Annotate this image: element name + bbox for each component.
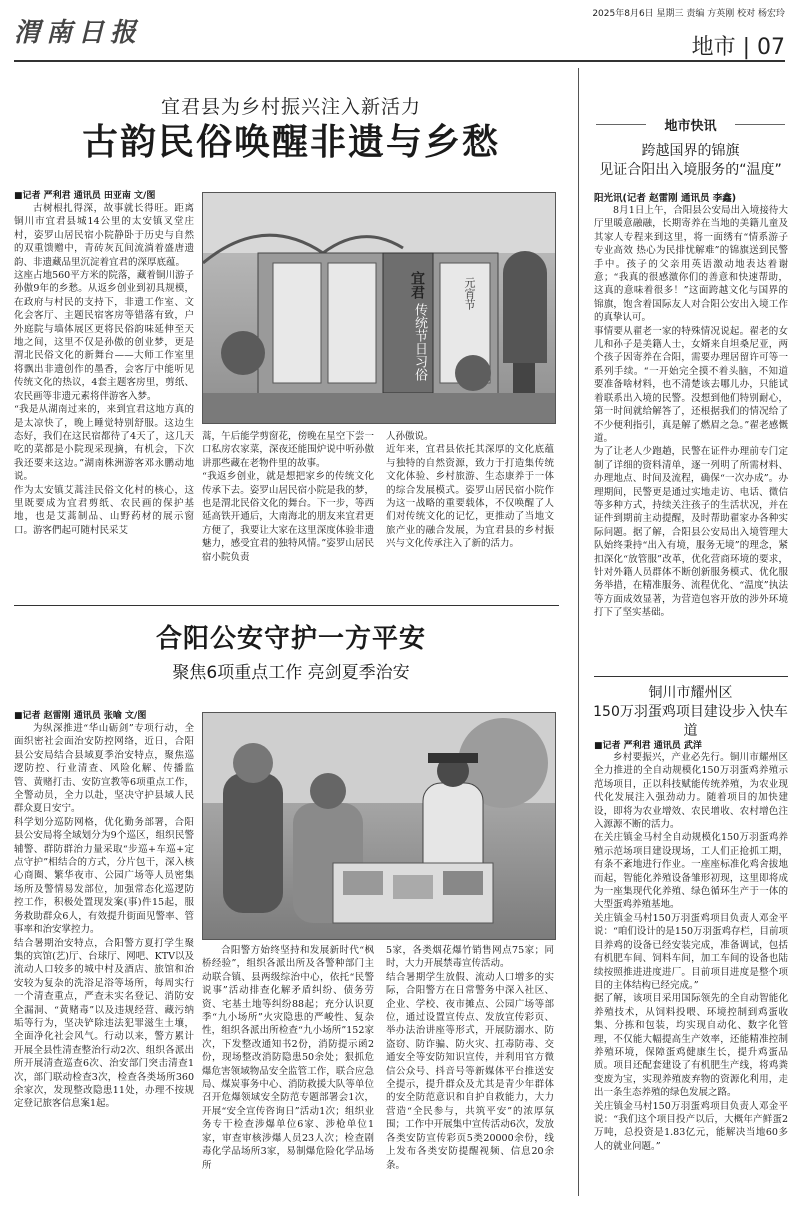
sidebar-story1-body [594,190,788,670]
sidebar-story1-title [588,142,793,180]
story2-byline: ■记者 赵雷刚 通讯员 张喻 文/图 [14,711,147,721]
story2-col1-text: 为纵深推进“华山砺剑”专项行动，全面织密社会面治安防控网络，近日，合阳县公安局结合县域夏季治安特点，聚焦巡逻防控、行业清查、风险化解、传播监管、黄赌打击、安防宣教等6项重点工作，全警动员，全力以赴，坚决守护县域人民群众夏日安宁。 科学划分巡防网格，优化勤务部署，合阳县公安局将全域划分为9个巡区，组织民警辅警、群防群治力量采取“步巡+车巡+定点守护”相结合的方式，分片包干，深入核心商圈、繁华夜市、公园广场等人员密集场所及警情易发部位，加强常态化巡逻防控工作，积极处置现发案(事)件15起，服务救助群众6人，有效提升街面见警率、管事率和治安掌控力。 结合暑期治安特点，合阳警方夏打学生聚集的宾馆(艺)厅、台球厅、网吧、KTV以及流动人口较多的城中村及酒店、旅馆和治安较为复杂的洗浴足浴等场所，每周实行一个清查重点，严查未实名登记、消防安全漏洞、“黄赌毒”以及违规经营、藏污纳垢等行为，坚决铲除违法犯罪滋生土壤，全面净化社会风气。行动以来，警方累计开展全县性清查整治行动2次、组织各派出所开展清查巡查6次、治安部门突击清查1次，部门联动检查3次，检查各类场所360余家次，发现整改隐患11处，办理不按规定登记旅客信息案1起。 [14,723,194,1110]
story1-headline: 古韵民俗唤醒非遗与乡愁 [81,122,500,163]
story-divider [14,605,559,606]
story1-col3-text: 人孙傲说。 近年来，宜君县依托其深厚的文化底蕴与独特的自然资源，致力于打造集传统文化体验、乡村旅游、生态康养于一体的综合发展模式。姿罗山居民宿小院作为这一战略的重要载体，不仅唤醒了人们对传统文化的记忆，更推动了当地文旅产业的融合发展，为宜君县的乡村振兴与文化传承注入了新的活力。 [386,431,554,550]
story1-col1-text: 古树根扎得深，故事就长得旺。距离铜川市宜君县城14公里的太安镇叉堂庄村，姿罗山居民宿小院静卧于历史与自然的双重馈赠中，青砖灰瓦间流淌着盛唐遗韵、非遗藏品里沉淀着宜君的深厚底蕴。 这座占地560平方米的院落，藏着铜川游子孙傲9年的乡愁。从返乡创业到初具规模，在政府与村民的支持下，非遗工作室、文化会客厅、主题民宿客房等错落有致，户外庭院与墙体展区更将民俗韵味延伸至天地之间，这里不仅是孙傲的创业梦，更是渭北民俗文化的新舞台——大师工作室里将飘出非遗创作的墨香，会客厅中能听见传统文化的热议，4套主题客房里，剪纸、农民画等非遗元素将伴游客入梦。 “我是从湖南过来的，来到宜君这地方真的是太凉快了，晚上睡觉特别舒服。这边生态好，我们在这民宿都待了4天了，这几天吃的菜都是小院现采现摘，有机会，下次我还要来这边。”湖南株洲游客邓永鹏动地说。 作为太安镇艾蒿洼民俗文化村的核心，这里既要成为宜君剪纸、农民画的保护基地，也是艾蒿制品、山野药材的展示窗口。游客們起可随村民采艾 [14,203,194,536]
story2-column-2 [202,944,374,1194]
story1-column-1 [14,202,194,592]
sidebar-story-divider [594,676,788,677]
story2-photo [202,712,556,940]
sidebar-divider [578,68,579,1196]
page-section-label: 地市 | 07 [691,35,785,60]
sidebar-header-rule-right [735,124,785,125]
sidebar-story1-byline: 阳光讯(记者 赵雷刚 通讯员 李鑫) [594,193,737,204]
photo-sign-county: 宜君 [409,271,425,299]
story1-photo [202,192,556,424]
story1-column-3 [386,430,554,595]
dateline: 2025年8月6日 星期三 责编 方英刚 校对 杨宏玲 [592,9,785,19]
story2-headline: 合阳公安守护一方平安 [155,624,426,654]
story1-column-2 [202,430,374,595]
story2-col3-text: 5家，各类烟花爆竹销售网点75家；同时，大力开展禁毒宣传活动。 结合暑期学生放假、流动人口增多的实际，合阳警方在日常警务中深入社区、企业、学校、夜市摊点、公园广场等部位，通过设置宣传点、发放宣传彩页、举办法治讲座等形式，开展防溺水、防盗窃、防诈骗、防火灾、扛毒防毒、交通安全等安防知识宣传，并利用官方微信公众号、抖音号等新媒体平台推送安全提示，提升群众及尤其是青少年群体的安全防范意识和自护自救能力，大力营造“全民参与，共筑平安”的浓厚氛围；工作中开展集中宣传活动6次，发放各类安防宣传彩页5类20000余份，线上发布各类安防提醒视频、信息20余条。 [386,945,554,1171]
story2-subhead: 聚焦6项重点工作 亮剑夏季治安 [172,663,410,683]
story1-kicker: 宜君县为乡村振兴注入新活力 [160,96,421,118]
sidebar-header: 地市快讯 [664,119,717,134]
sidebar-story2-title [588,684,793,741]
photo-sign-panel: 元宵节 [463,277,476,310]
story2-column-1 [14,722,194,1192]
sidebar-story2-title-line1: 铜川市耀州区 [648,685,733,701]
courtyard-illustration [203,193,555,423]
sidebar-story2-title-line2: 150万羽蛋鸡项目建设步入快车道 [593,704,788,739]
story1-byline: ■记者 严利君 通讯员 田亚南 文/图 [14,191,156,201]
story2-col2-text: 合阳警方始终坚持和发展新时代“枫桥经验”，组织各派出所及各警种部门主动联合镇、县两级综治中心，依托“民警说事”活动排查化解矛盾纠纷、债务劳资、宅基土地等纠纷88起；充分认识夏季“九小场所”火灾隐患的严峻性、复杂性，组织各派出所检查“九小场所”152家次，下发整改通知书2份，消防提示函2份，现场整改消防隐患50余处；狠抓危爆危害领域物品安全监管工作，联合应急局、煤炭事务中心、消防救援大队等单位召开危爆领域安全防范专题部署会1次，开展“安全宣传咨询日”活动1次；组织业务专干检查涉爆单位6家、涉枪单位1家，审查审核涉爆人员23人次；检查剧毒化学品场所3家，易制爆危险化学品场所 [202,945,374,1171]
sidebar-story1-text: 8月1日上午，合阳县公安局出入境接待大厅里暖意融融，长期寄养在当地的美籍儿童及其家人专程来到这里，将一面绣有“情系游子专业高效 热心为民排忧解难”的锦旗送到民警手中。孩子的父亲用英语激动地表达着谢意；“我真的很感激你们的善意和快速帮助，这真的意味着很多！”这面跨越文化与国界的锦旗，饱含着国际友人对合阳公安出入境工作的真挚认可。 事情要从翟老一家的特殊情况说起。翟老的女儿和孙子是美籍人士，女婿来自坦桑尼亚，两个孩子因寄养在合阳，需要办理居留许可等一系列手续。“一开始完全摸不着头脑，不知道要准备啥材料，也不清楚该去哪儿办，只能试着联系出入境的民警。没想到他们特别耐心，第一时间就给解答了，还根据我们的情况给了不少便利指引，真是解了燃眉之急。”翟老感慨道。 为了让老人少跑趟，民警在证件办理前专门定制了详细的资料清单，逐一列明了所需材料、办理地点、时间及流程，确保“一次办成”。办理期间，民警更是通过实地走访、电话、微信等多种方式，持续关注孩子的生活状况，并在证件到期前主动提醒，及时帮助翟家办各种实际问题。据了解，合阳县公安局出入境管理大队始终秉持“出入有境，服务无境”的理念，紧扣深化“放管服”改革，优化营商环境的要求，针对外籍人员群体不断创新服务模式、优化服务举措，在精准服务、流程优化、“温度”执法等方面成效显著，为营造包容开放的涉外环境打下了坚实基础。 [594,205,788,619]
sidebar-story1-title-line2: 见证合阳出入境服务的“温度” [599,162,782,178]
newspaper-logo: 渭南日报 [14,18,143,48]
sidebar-story2-byline: ■记者 严利君 通讯员 武洋 [594,741,702,751]
police-outreach-illustration [203,713,555,939]
story1-col2-text: 蒿，午后能学剪窗花，傍晚在星空下尝一口私房农家菜，深夜还能围炉说中听孙傲讲那些藏在老物件里的故事。 “我返乡创业，就是想把家乡的传统文化传承下去。姿罗山居民宿小院是我的梦，也是渭北民俗文化的舞台。下一步，等西延高铁开通后，大南海北的朋友来宜君更方便了，我要让大家在这里深度体验非遗魅力，感受宜君的独特风情。”姿罗山居民宿小院负责 [202,431,374,563]
top-rule [14,60,785,62]
photo-sign-title: 传统节日习俗 [412,303,427,381]
sidebar-story1-title-line1: 跨越国界的锦旗 [641,143,740,159]
sidebar-story2-body [594,738,788,1196]
sidebar-story2-text: 乡村要振兴，产业必先行。铜川市耀州区全力推进的全自动规模化150万羽蛋鸡养殖示范场项目，正以科技赋能传统养殖，为农业现代化发展注入强劲动力。随着项目的加快建设，即将为农业增效、农民增收、农村增色注入源源不断的活力。 在关庄镇金马村全自动规模化150万羽蛋鸡养殖示范场项目建设现场，工人们正抢抓工期，有条不紊地进行作业。一座座标准化鸡舍拔地而起，智能化养殖设备雏形初现，这里即将成为一座集现代化养殖、绿色循环生产于一体的大型蛋鸡养殖基地。 关庄镇金马村150万羽蛋鸡项目负责人邓金平说：“咱们设计的是150万羽蛋鸡存栏，目前项目养鸡的设备已经安装完成，准备调试，包括有机肥车间、饲料车间，加工车间的设备也陆续按照推进进度进厂。目前项目进度是整个项目的主体结构已经完成。” 据了解，该项目采用国际领先的全自动智能化养殖技术，从饲料投喂、环境控制到鸡蛋收集、分拣和包装，均实现自动化、数字化管理，不仅能大幅提高生产效率，还能精准控制养殖环境，保障蛋鸡健康生长，提升鸡蛋品质。项目还配套建设了有机肥生产线，将鸡粪变废为宝，实现养殖废弃物的资源化利用，走出一条生态养殖的绿色发展之路。 关庄镇金马村150万羽蛋鸡项目负责人邓金平说：“我们这个项目投产以后，大概年产鲜蛋2万吨，总投资是1.83亿元，能解决当地60多人的就业问题。” [594,752,788,1152]
story2-column-3 [386,944,554,1194]
